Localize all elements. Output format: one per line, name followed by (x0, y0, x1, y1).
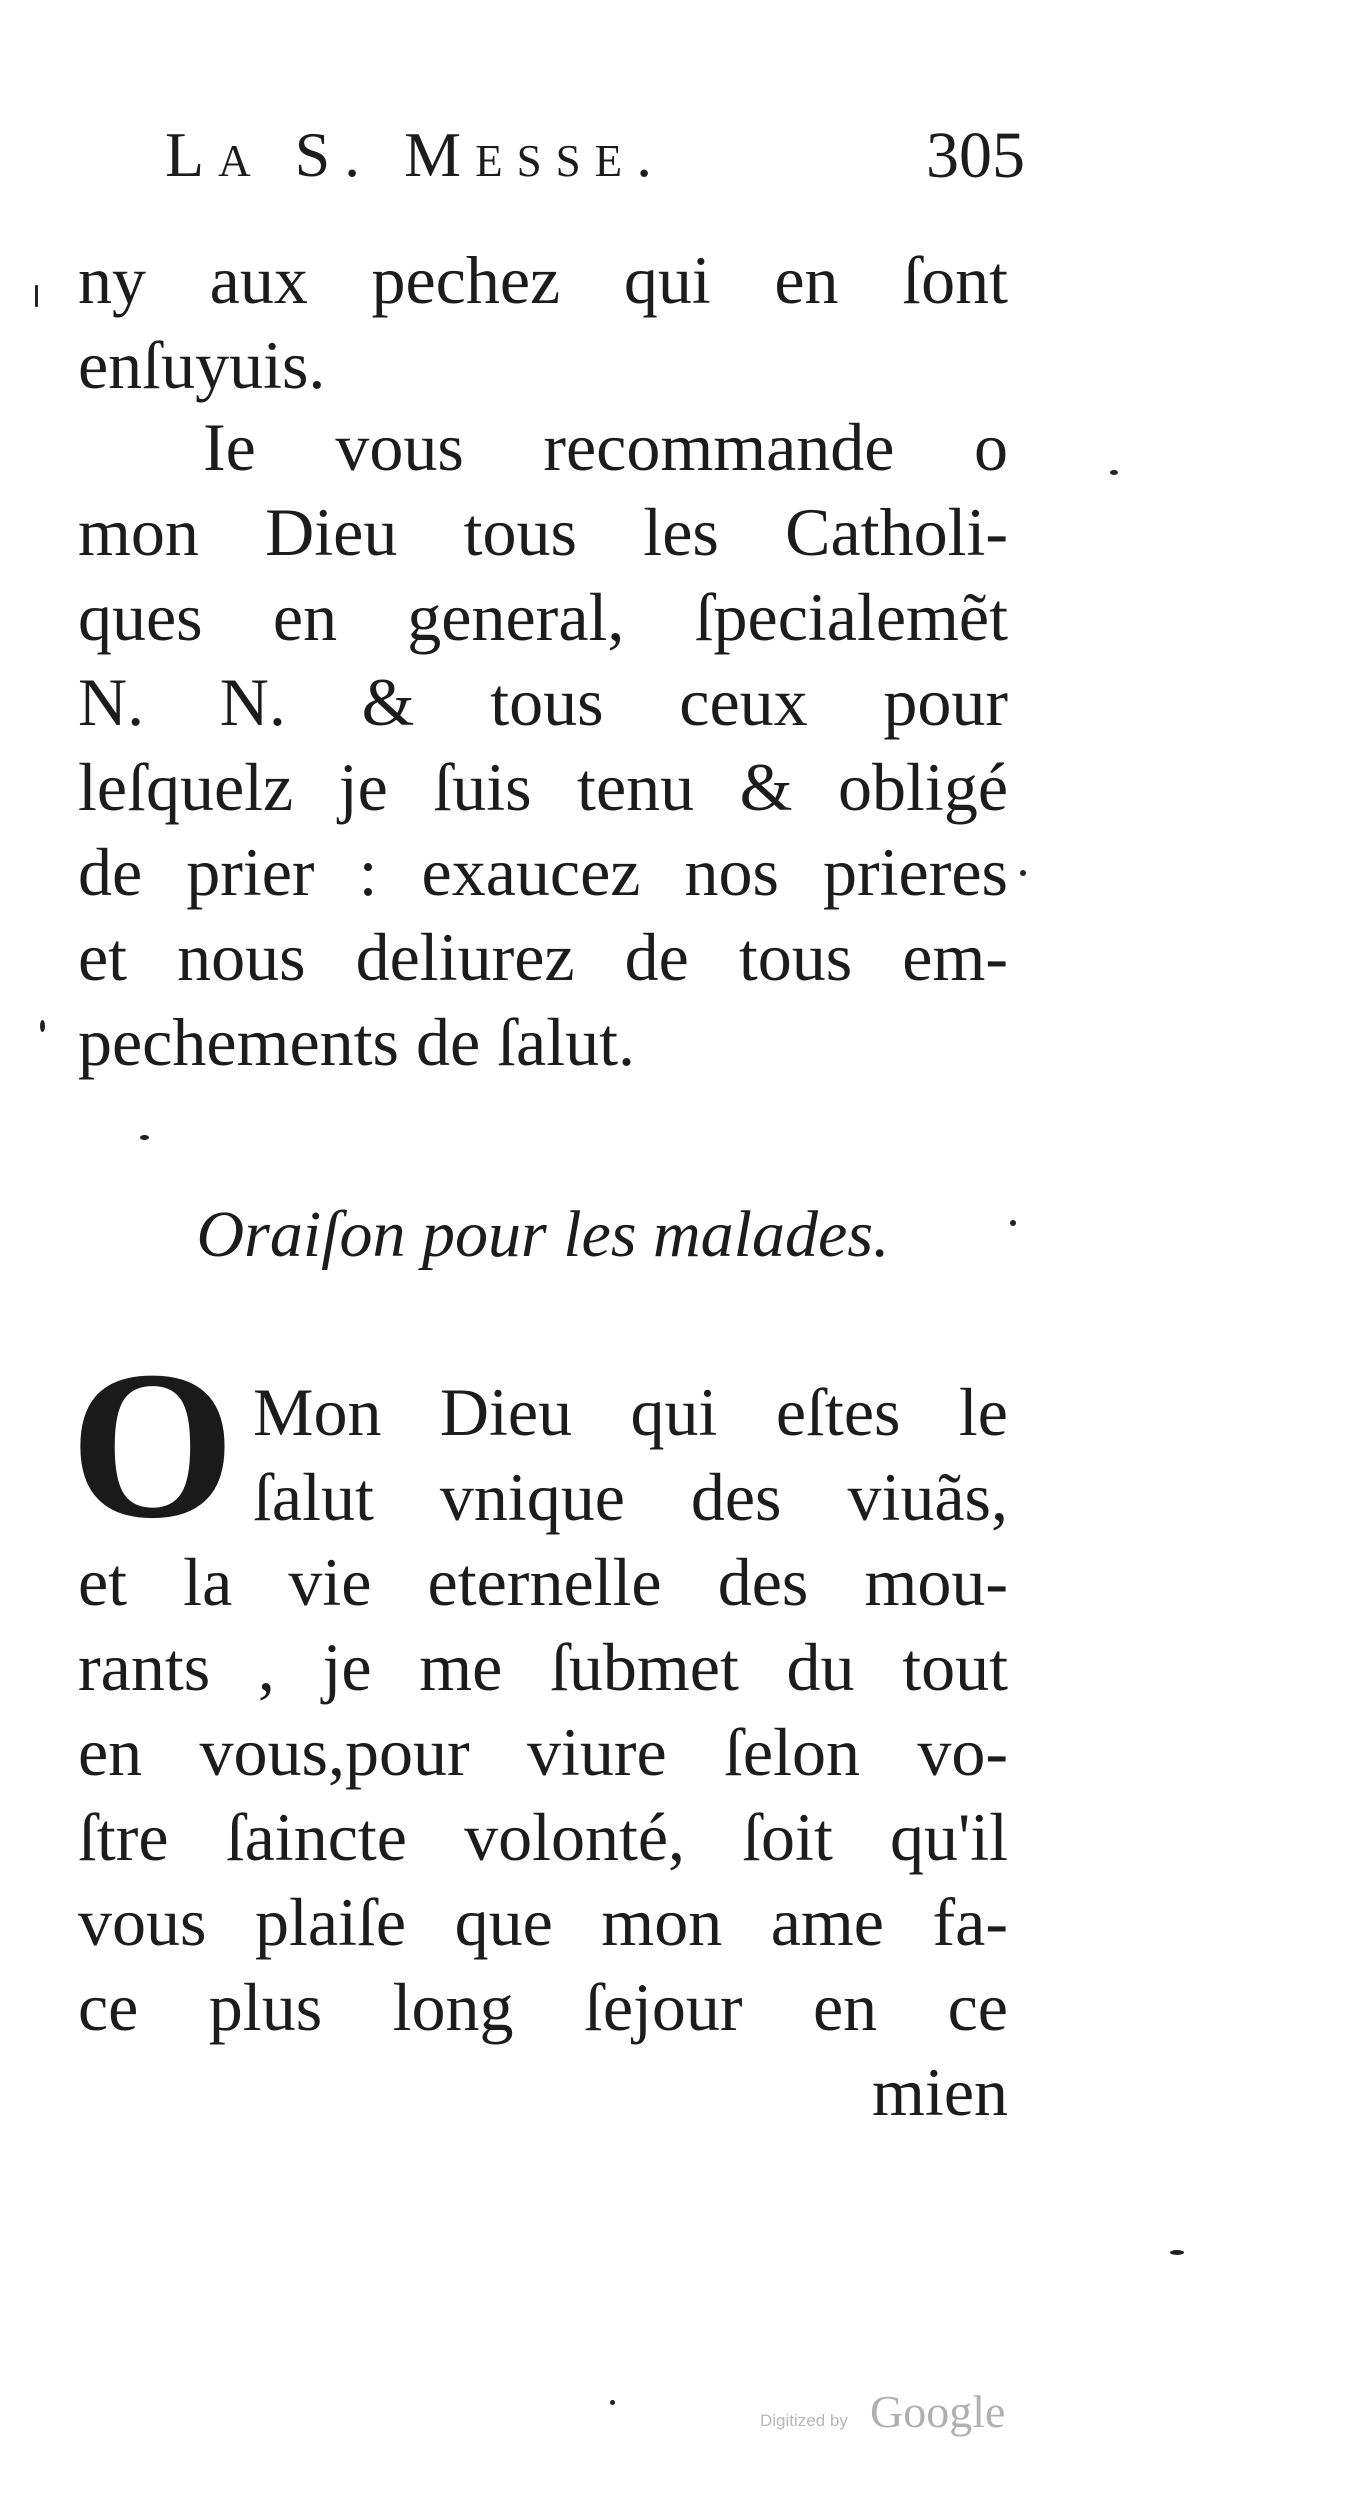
page-number: 305 (926, 119, 1025, 192)
text-line: Mon Dieu qui eſtes le (253, 1374, 1008, 1450)
text-line: en vous,pour viure ſelon vo- (78, 1714, 1008, 1790)
ink-speck (40, 1020, 45, 1032)
page-header (165, 118, 1025, 208)
google-logo: Google (870, 2386, 1006, 2437)
running-title: La S. Messe. (165, 119, 667, 190)
paragraph-continuation (78, 238, 1008, 408)
text-line: et la vie eternelle des mou- (78, 1544, 1008, 1620)
ink-speck (610, 2400, 615, 2405)
text-line: enſuyuis. (78, 327, 326, 403)
text-line: vous plaiſe que mon ame fa- (78, 1884, 1008, 1960)
ink-speck (1170, 2250, 1184, 2255)
catchword: mien (872, 2054, 1008, 2130)
text-line: Ie vous recommande o (203, 409, 1008, 485)
text-line: ſtre ſaincte volonté, ſoit qu'il (78, 1799, 1008, 1875)
text-line: et nous deliurez de tous em- (78, 919, 1008, 995)
digitized-label: Digitized by (760, 2411, 848, 2430)
ink-speck (140, 1135, 149, 1140)
text-line: ſalut vnique des viuãs, (253, 1459, 1008, 1535)
ink-speck (1110, 470, 1118, 475)
text-line: leſquelz je ſuis tenu & obligé (78, 749, 1008, 825)
text-line: mon Dieu tous les Catholi- (78, 494, 1008, 570)
ink-speck (1020, 870, 1026, 876)
text-line: rants , je me ſubmet du tout (78, 1629, 1008, 1705)
paragraph-prayer-sick (78, 1370, 1008, 2135)
text-line: ny aux pechez qui en ſont (78, 242, 1008, 318)
section-heading: Oraiſon pour les malades. (196, 1198, 890, 1271)
text-line: ques en general, ſpecialemẽt (78, 579, 1008, 655)
drop-cap: O (70, 1327, 235, 1562)
paragraph-prayer-catholics (78, 405, 1008, 1085)
ink-speck (35, 285, 38, 307)
ink-speck (1010, 1220, 1016, 1226)
text-line: N. N. & tous ceux pour (78, 664, 1008, 740)
text-line: pechements de ſalut. (78, 1004, 636, 1080)
digitization-watermark (760, 2385, 1040, 2445)
text-line: de prier : exaucez nos prieres (78, 834, 1008, 910)
text-line: ce plus long ſejour en ce (78, 1969, 1008, 2045)
